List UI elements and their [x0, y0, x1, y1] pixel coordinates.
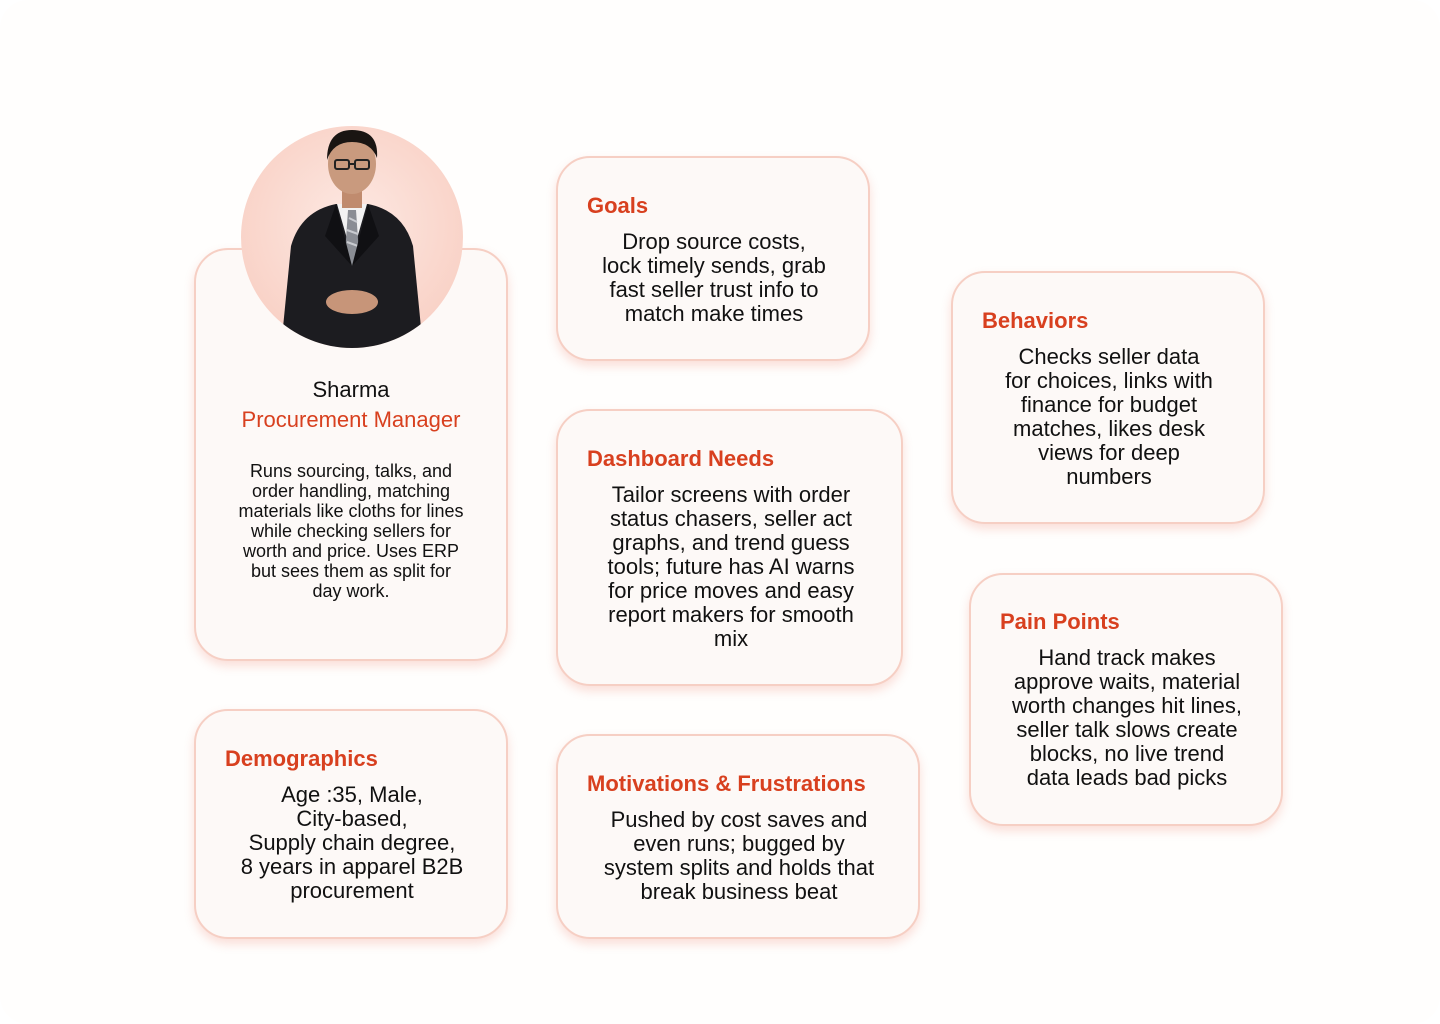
demographics-body: Age :35, Male, City-based, Supply chain degree, 8 years in apparel B2B procurement	[240, 782, 464, 903]
persona-role: Procurement Manager	[241, 407, 461, 432]
pain-points-body: Hand track makes approve waits, material worth changes hit lines, seller talk slows create blocks, no live trend data leads bad picks	[1012, 645, 1242, 790]
behaviors-body: Checks seller data for choices, links with finance for budget matches, likes desk views for deep numbers	[1005, 344, 1213, 489]
motivations-frustrations-body: Pushed by cost saves and even runs; bugged by system splits and holds that break business beat	[603, 807, 875, 904]
behaviors-title: Behaviors	[982, 308, 1089, 333]
person-portrait-icon	[241, 126, 463, 348]
goals-title: Goals	[587, 193, 649, 218]
dashboard-needs-body: Tailor screens with order status chasers, seller act graphs, and trend guess tools; future has AI warns for price moves and easy report makers for smooth mix	[607, 482, 855, 651]
pain-points-title: Pain Points	[1000, 609, 1120, 634]
persona-description: Runs sourcing, talks, and order handling, matching materials like cloths for lines while checking sellers for worth and price. Uses ERP but sees them as split for day work.	[238, 461, 464, 601]
motivations-frustrations-title: Motivations & Frustrations	[587, 771, 866, 796]
dashboard-needs-title: Dashboard Needs	[587, 446, 775, 471]
goals-body: Drop source costs, lock timely sends, grab fast seller trust info to match make times	[602, 229, 826, 326]
profile-photo	[241, 126, 463, 348]
demographics-title: Demographics	[225, 746, 378, 771]
persona-name: Sharma	[312, 377, 390, 402]
